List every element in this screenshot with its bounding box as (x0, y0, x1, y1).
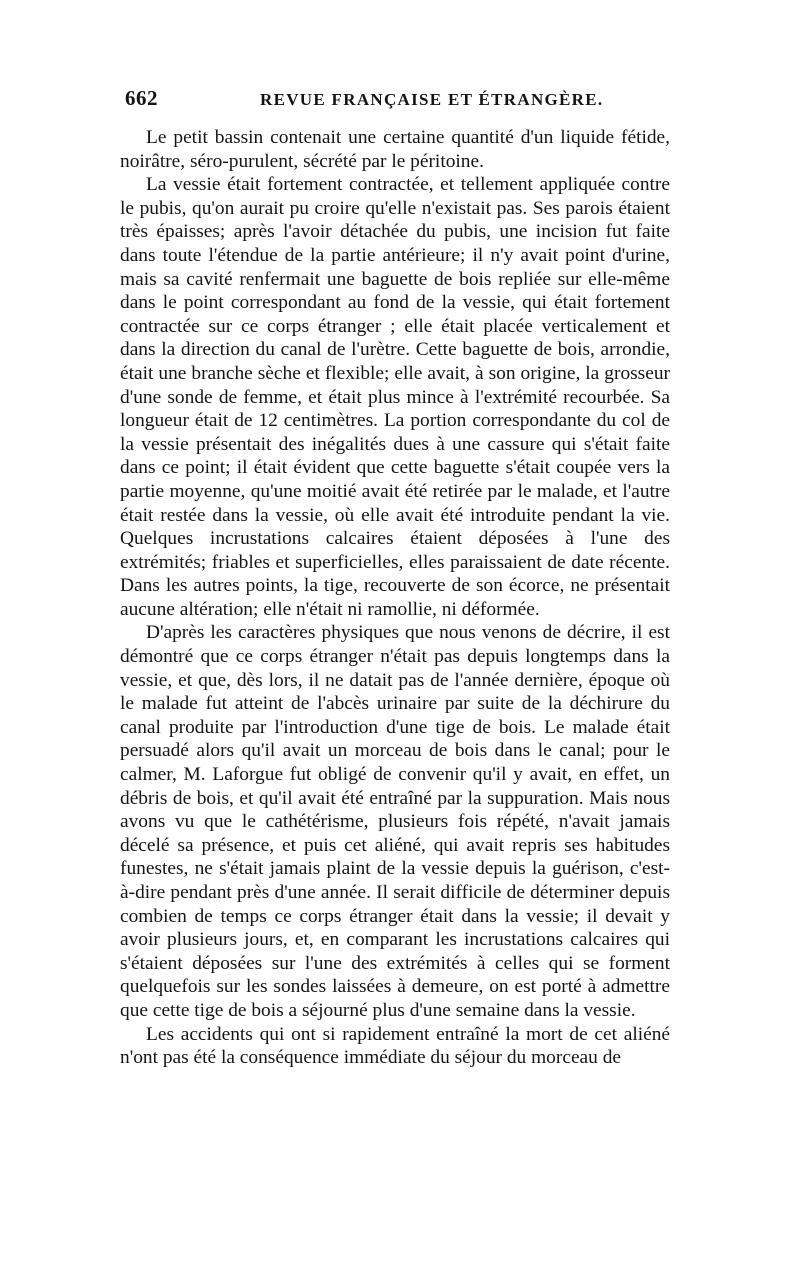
body-text (120, 126, 670, 1070)
running-title: REVUE FRANÇAISE ET ÉTRANGÈRE. (260, 90, 604, 109)
paragraph: Le petit bassin contenait une certaine quantité d'un liquide fétide, noirâtre, séro-purulent, sécrété par le péritoine. (120, 127, 670, 172)
page-header (125, 86, 670, 116)
paragraph: La vessie était fortement contractée, et tellement appliquée contre le pubis, qu'on aurait pu croire qu'elle n'existait pas. Ses parois étaient très épaisses; après l'avoir détachée du pubis, une incision fut faite dans toute l'étendue de la partie antérieure; il n'y avait point d'urine, mais sa cavité renfermait une baguette de bois repliée sur elle-même dans le point correspondant au fond de la vessie, qui était fortement contractée sur ce corps étranger ; elle était placée verticalement et dans la direction du canal de l'urètre. Cette baguette de bois, arrondie, était une branche sèche et flexible; elle avait, à son origine, la grosseur d'une sonde de femme, et était plus mince à l'extrémité recourbée. Sa longueur était de 12 centimètres. La portion correspondante du col de la vessie présentait des inégalités dues à une cassure qui s'était faite dans ce point; il était évident que cette baguette s'était coupée vers la partie moyenne, qu'une moitié avait été retirée par le malade, et l'autre était restée dans la vessie, où elle avait été introduite pendant la vie. Quelques incrustations calcaires étaient déposées à l'une des extrémités; friables et superficielles, elles paraissaient de date récente. Dans les autres points, la tige, recouverte de son écorce, ne présentait aucune altération; elle n'était ni ramollie, ni déformée. (120, 174, 670, 620)
paragraph: D'après les caractères physiques que nous venons de décrire, il est démontré que ce corps étranger n'était pas depuis longtemps dans la vessie, et que, dès lors, il ne datait pas de l'année dernière, époque où le malade fut atteint de l'abcès urinaire par suite de la déchirure du canal produite par l'introduction d'une tige de bois. Le malade était persuadé alors qu'il avait un morceau de bois dans le canal; pour le calmer, M. Laforgue fut obligé de convenir qu'il y avait, en effet, un débris de bois, et qu'il avait été entraîné par la suppuration. Mais nous avons vu que le cathétérisme, plusieurs fois répété, n'avait jamais décelé sa présence, et puis cet aliéné, qui avait repris ses habitudes funestes, ne s'était jamais plaint de la vessie depuis la guérison, c'est-à-dire pendant près d'une année. Il serait difficile de déterminer depuis combien de temps ce corps étranger était dans la vessie; il devait y avoir plusieurs jours, et, en comparant les incrustations calcaires qui s'étaient déposées sur l'une des extrémités à celles qui se forment quelquefois sur les sondes laissées à demeure, on est porté à admettre que cette tige de bois a séjourné plus d'une semaine dans la vessie. (120, 622, 670, 1021)
page-number: 662 (125, 86, 158, 110)
paragraph: Les accidents qui ont si rapidement entraîné la mort de cet aliéné n'ont pas été la conséquence immédiate du séjour du morceau de (120, 1023, 670, 1069)
